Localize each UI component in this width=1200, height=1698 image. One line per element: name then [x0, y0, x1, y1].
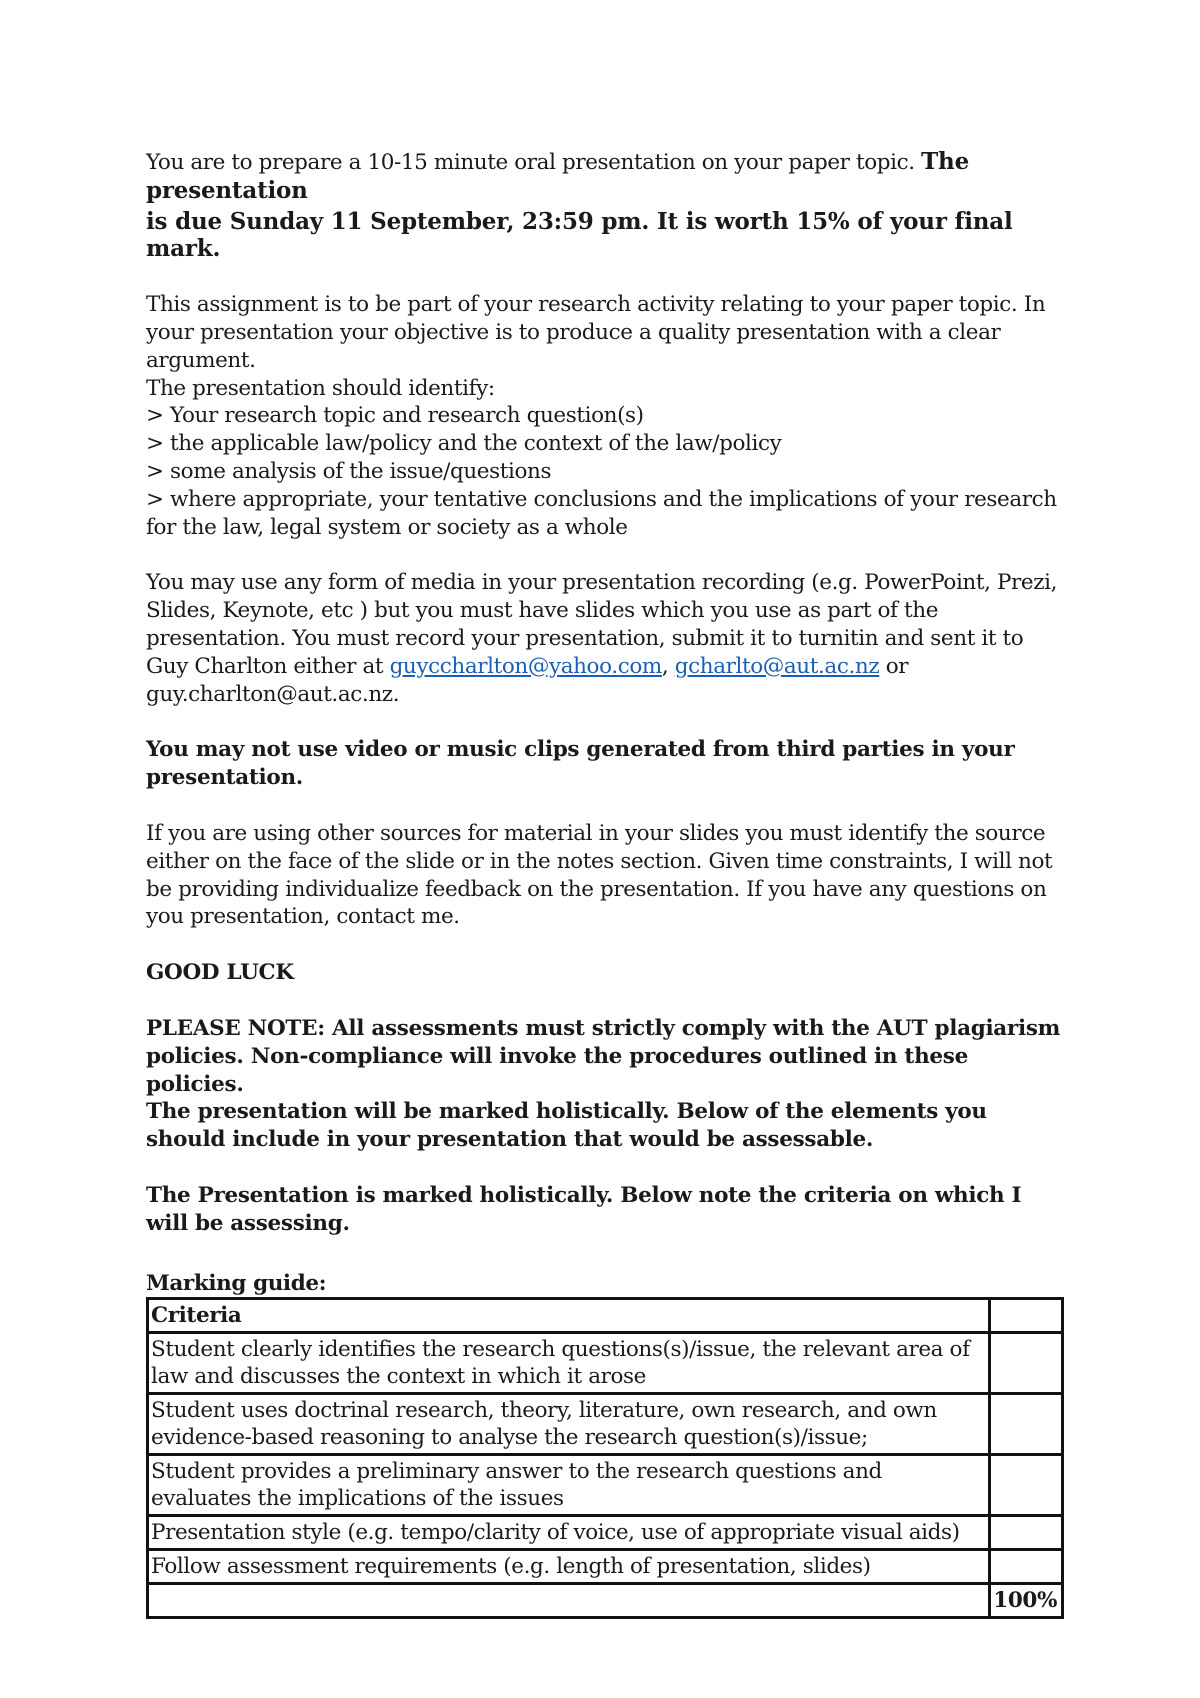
media-text: You may use any form of media in your presentation recording (e.g. PowerPoint, Prezi, Slides, Keynote, etc ) but you must have slides which you use as part of the presentation. You must record your presentation, submit it to turnitin and sent it to Guy Charlton either at — [146, 570, 1058, 679]
identify-item-1: > Your research topic and research question(s) — [146, 403, 644, 429]
identify-item-4: > where appropriate, your tentative conclusions and the implications of your research for the law, legal system or society as a whole — [146, 486, 1057, 540]
email-separator: , — [661, 653, 675, 679]
email-link-yahoo[interactable]: guyccharlton@yahoo.com — [389, 653, 662, 679]
document-page — [146, 148, 1066, 1619]
score-cell — [990, 1299, 1063, 1333]
no-third-party-clips-notice: You may not use video or music clips generated from third parties in your presentation. — [146, 737, 1015, 791]
score-cell — [990, 1333, 1063, 1394]
identify-item-2: > the applicable law/policy and the context of the law/policy — [146, 431, 782, 457]
table-row — [148, 1333, 1063, 1394]
table-row — [148, 1550, 1063, 1584]
criteria-cell: Student provides a preliminary answer to the research questions and evaluates the implications of the issues — [148, 1455, 990, 1516]
score-cell — [990, 1394, 1063, 1455]
total-label-cell — [148, 1584, 990, 1618]
table-row — [148, 1455, 1063, 1516]
email-link-aut[interactable]: gcharlto@aut.ac.nz — [674, 653, 880, 679]
criteria-cell: Student clearly identifies the research questions(s)/issue, the relevant area of law and discusses the context in which it arose — [148, 1333, 990, 1394]
criteria-header: Criteria — [148, 1299, 990, 1333]
good-luck: GOOD LUCK — [146, 960, 294, 986]
sources-paragraph: If you are using other sources for material in your slides you must identify the source either on the face of the slide or in the notes section. Given time constraints, I will not be providing individualize feedback on the presentation. If you have any questions on you presentation, contact me. — [146, 820, 1053, 930]
marking-guide-title: Marking guide: — [146, 1270, 327, 1296]
intro-paragraph — [146, 148, 1066, 263]
media-paragraph — [146, 569, 1066, 708]
holistic-marking-note: The presentation will be marked holistically. Below of the elements you should include in your presentation that would be assessable. — [146, 1099, 987, 1153]
intro-due-date-part2: is due Sunday 11 September, 23:59 pm. It is worth 15% of your final mark. — [146, 207, 1013, 263]
criteria-cell: Student uses doctrinal research, theory, literature, own research, and own evidence-based reasoning to analyse the research question(s)/issue; — [148, 1394, 990, 1455]
intro-lead: You are to prepare a 10-15 minute oral presentation on your paper topic. — [146, 150, 915, 175]
criteria-cell: Presentation style (e.g. tempo/clarity of voice, use of appropriate visual aids) — [148, 1516, 990, 1550]
table-header-row — [148, 1299, 1063, 1333]
plagiarism-notice: PLEASE NOTE: All assessments must strictly comply with the AUT plagiarism policies. Non-compliance will invoke the procedures outlined in these policies. — [146, 1015, 1061, 1097]
score-cell — [990, 1516, 1063, 1550]
score-cell — [990, 1550, 1063, 1584]
table-total-row — [148, 1584, 1063, 1618]
assignment-description: This assignment is to be part of your research activity relating to your paper topic. In your presentation your objective is to produce a quality presentation with a clear argument. — [146, 292, 1046, 373]
intro-due-date-part1: The presentation — [146, 148, 970, 204]
identify-intro: The presentation should identify: — [146, 375, 495, 401]
score-cell — [990, 1455, 1063, 1516]
identify-item-3: > some analysis of the issue/questions — [146, 458, 552, 484]
criteria-intro: The Presentation is marked holistically. Below note the criteria on which I will be assessing. — [146, 1182, 1022, 1236]
table-row — [148, 1394, 1063, 1455]
marking-guide-table — [146, 1297, 1064, 1619]
total-score: 100% — [990, 1584, 1063, 1618]
table-row — [148, 1516, 1063, 1550]
criteria-cell: Follow assessment requirements (e.g. length of presentation, slides) — [148, 1550, 990, 1584]
media-tail: or guy.charlton@aut.ac.nz. — [146, 653, 909, 707]
